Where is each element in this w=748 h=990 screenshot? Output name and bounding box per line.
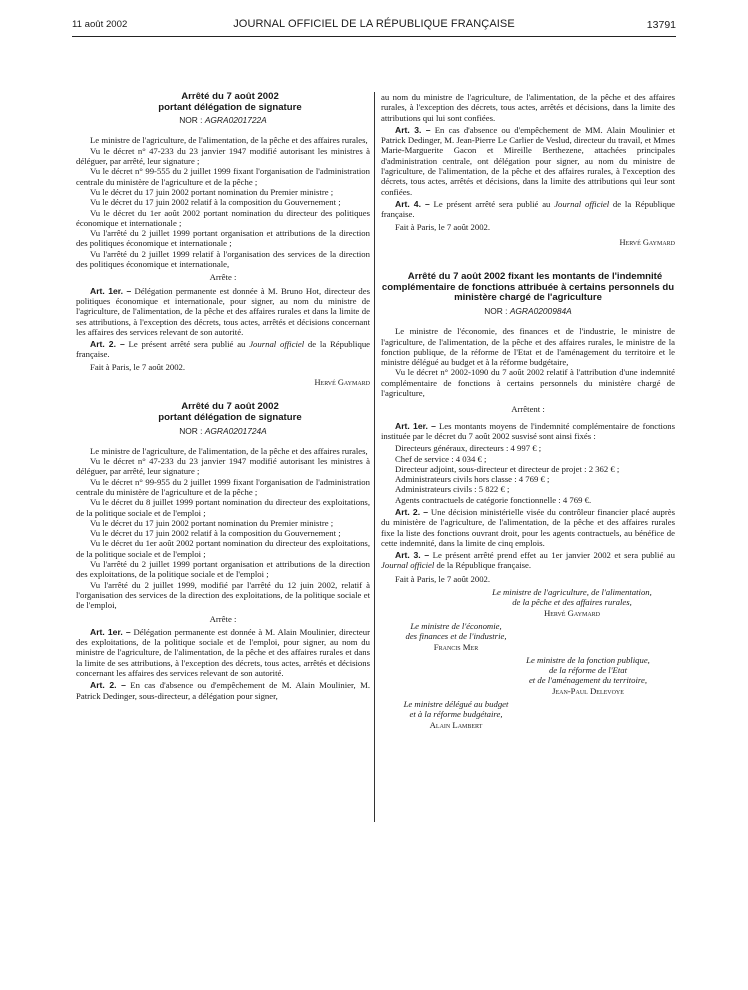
paragraph: Vu le décret n° 99-555 du 2 juillet 1999 fixant l'organisation de l'administration centrale du ministère de l'agriculture et de la pêche ; bbox=[76, 166, 370, 187]
fait-line: Fait à Paris, le 7 août 2002. bbox=[90, 361, 186, 372]
signature: Hervé Gaymard bbox=[314, 378, 370, 388]
decree-1 bbox=[76, 92, 370, 388]
paragraph: au nom du ministre de l'agriculture, de l'alimentation, de la pêche et des affaires rurales, à l'exception des décrets, tous actes, arrêtés et décisions, dans la limite des attributions qui lui sont confiées. bbox=[381, 92, 675, 123]
right-column bbox=[381, 92, 675, 730]
paragraph: Le ministre de l'agriculture, de l'alimentation, de la pêche et des affaires rurales, bbox=[90, 135, 368, 146]
decree-title: Arrêté du 7 août 2002 bbox=[181, 91, 279, 102]
arretent-heading: Arrêtent : bbox=[511, 404, 545, 415]
paragraph: Vu le décret n° 2002-1090 du 7 août 2002 relatif à l'attribution d'une indemnité complémentaire de fonctions à certains personnels du ministère chargé de l'agriculture, bbox=[381, 367, 675, 399]
article: Art. 3. – Le présent arrêté prend effet au 1er janvier 2002 et sera publié au Journal officiel de la République française. bbox=[381, 550, 676, 571]
header-date: 11 août 2002 bbox=[72, 19, 128, 30]
amounts-list bbox=[381, 443, 675, 505]
page-header bbox=[72, 17, 676, 33]
minister-budget-signature: Le ministre délégué au budget et à la réforme budgétaire, Alain Lambert bbox=[403, 699, 509, 730]
article: Art. 1er. – Les montants moyens de l'indemnité complémentaire de fonctions instituée par le décret du 7 août 2002 susvisé sont ainsi fixés : bbox=[381, 420, 676, 441]
paragraph: Vu le décret du 17 juin 2002 relatif à la composition du Gouvernement ; bbox=[90, 197, 341, 208]
paragraph: Vu l'arrêté du 2 juillet 1999 portant organisation et attributions de la direction des exploitations, de la politique sociale et de l'emploi ; bbox=[76, 559, 370, 580]
paragraph: Vu le décret du 8 juillet 1999 portant nomination du directeur des exploitations, de la politique sociale et de l'emploi ; bbox=[76, 497, 370, 518]
list-item: Directeurs généraux, directeurs : 4 997 € ; bbox=[395, 443, 542, 454]
minister-agriculture-signature: Le ministre de l'agriculture, de l'alimentation, de la pêche et des affaires rurales, Hervé Gaymard bbox=[492, 587, 652, 618]
header-rule bbox=[72, 36, 676, 37]
paragraph: Vu le décret du 17 juin 2002 portant nomination du Premier ministre ; bbox=[90, 517, 334, 528]
minister-public-service-signature: Le ministre de la fonction publique, de la réforme de l'Etat et de l'aménagement du territoire, Jean-Paul Delevoye bbox=[526, 654, 650, 696]
paragraph: Vu le décret n° 47-233 du 23 janvier 1947 modifié autorisant les ministres à déléguer, par arrêté, leur signature ; bbox=[76, 456, 370, 477]
list-item: Directeur adjoint, sous-directeur et directeur de projet : 2 362 € ; bbox=[395, 463, 620, 474]
paragraph: Le ministre de l'agriculture, de l'alimentation, de la pêche et des affaires rurales, bbox=[90, 445, 368, 456]
decree-title: Arrêté du 7 août 2002 bbox=[181, 401, 279, 413]
fait-line: Fait à Paris, le 7 août 2002. bbox=[395, 221, 491, 232]
column-divider bbox=[374, 92, 375, 822]
article: Art. 3. – En cas d'absence ou d'empêchement de MM. Alain Moulinier et Patrick Dedinger, M. Jean-Pierre Le Carlier de Veslud, directeur du travail, et Mmes Marie-Marguerite Gacon et Mireille Berthezene, attachées principales d'administration centrale, ont délégation pour signer, au nom du ministre de l'agriculture, de l'alimentation, de la pêche et des affaires rurales, à l'exception des décrets, tous actes, arrêtés et décisions, dans la limite des attributions qui leur sont confiées. bbox=[381, 124, 676, 197]
nor-reference: NOR : AGRA0201724A bbox=[179, 425, 267, 436]
decree-subtitle: portant délégation de signature bbox=[158, 411, 302, 423]
paragraph: Vu l'arrêté du 2 juillet 1999, modifié par l'arrêté du 12 juin 2002, relatif à l'organisation des services de la direction des exploitations, de la politique sociale et de l'emploi, bbox=[76, 579, 370, 611]
page-number: 13791 bbox=[646, 19, 676, 31]
article: Art. 4. – Le présent arrêté sera publié au Journal officiel de la République française. bbox=[381, 198, 676, 220]
article: Art. 1er. – Délégation permanente est donnée à M. Alain Moulinier, directeur des exploitations, de la politique sociale et de l'emploi, pour signer, au nom du ministre de l'agriculture, de l'alimentation, de la pêche et des affaires rurales et dans la limite de ses attributions, à l'exception des décrets, tous actes, arrêtés et décisions concernant les affaires des services relevant de son autorité. bbox=[76, 626, 370, 679]
left-column bbox=[76, 92, 370, 701]
nor-reference: NOR : AGRA0201722A bbox=[179, 115, 267, 126]
decree-title: Arrêté du 7 août 2002 fixant les montants de l'indemnité complémentaire de fonctions attribuée à certains personnels du ministère chargé de l'agriculture bbox=[381, 271, 675, 304]
article: Art. 2. – Le présent arrêté sera publié au Journal officiel de la République française. bbox=[76, 339, 371, 360]
article: Art. 1er. – Délégation permanente est donnée à M. Bruno Hot, directeur des politiques économique et internationale, pour signer, au nom du ministre de l'agriculture, de l'alimentation, de la pêche et des affaires rurales et dans la limite de ses attributions, à l'exception des décrets, tous actes, arrêtés et décisions concernant les affaires des services relevant de son autorité. bbox=[76, 285, 371, 337]
nor-reference: NOR : AGRA0200984A bbox=[484, 305, 572, 316]
list-item: Chef de service : 4 034 € ; bbox=[395, 453, 487, 464]
paragraph: Le ministre de l'économie, des finances et de l'industrie, le ministre de l'agriculture, de l'alimentation, de la pêche et des affaires rurales, le ministre de la fonction publique, de la réforme de l'Etat et de l'aménagement du territoire et le ministre délégué au budget et à la réforme budgétaire, bbox=[381, 326, 675, 368]
paragraph: Vu l'arrêté du 2 juillet 1999 portant organisation et attributions de la direction des politiques économique et internationale ; bbox=[76, 228, 370, 249]
arrete-heading: Arrête : bbox=[209, 272, 237, 283]
paragraph: Vu le décret du 17 juin 2002 portant nomination du Premier ministre ; bbox=[90, 186, 334, 197]
list-item: Administrateurs civils hors classe : 4 769 € ; bbox=[395, 474, 550, 485]
list-item: Agents contractuels de catégorie fonctionnelle : 4 769 €. bbox=[395, 494, 592, 505]
fait-line: Fait à Paris, le 7 août 2002. bbox=[395, 573, 491, 584]
paragraph: Vu le décret du 1er août 2002 portant nomination du directeur des exploitations, de la politique sociale et de l'emploi ; bbox=[76, 538, 370, 559]
paragraph: Vu le décret n° 99-955 du 2 juillet 1999 fixant l'organisation de l'administration centrale du ministère de l'agriculture et de la pêche ; bbox=[76, 476, 370, 497]
paragraph: Vu le décret du 17 juin 2002 relatif à la composition du Gouvernement ; bbox=[90, 528, 341, 539]
decree-subtitle: portant délégation de signature bbox=[158, 101, 302, 113]
paragraph: Vu l'arrêté du 2 juillet 1999 relatif à l'organisation des services de la direction des politiques économique et internationale, bbox=[76, 248, 370, 270]
minister-economy-signature: Le ministre de l'économie, des finances et de l'industrie, Francis Mer bbox=[405, 620, 507, 652]
signature: Hervé Gaymard bbox=[619, 237, 675, 247]
article: Art. 2. – En cas d'absence ou d'empêchement de M. Alain Moulinier, M. Patrick Dedinger, sous-directeur, a délégation pour signer, bbox=[76, 680, 370, 701]
paragraph: Vu le décret n° 47-233 du 23 janvier 1947 modifié autorisant les ministres à déléguer, par arrêté, leur signature ; bbox=[76, 145, 370, 167]
list-item: Administrateurs civils : 5 822 € ; bbox=[395, 484, 510, 495]
decree-3 bbox=[381, 272, 675, 730]
decree-2 bbox=[76, 402, 370, 701]
arrete-heading: Arrête : bbox=[209, 613, 237, 624]
article: Art. 2. – Une décision ministérielle visée du contrôleur financier placé auprès du ministère de l'agriculture, de l'alimentation, de la pêche et des affaires rurales fixe la liste des fonctions ouvrant droit, pour les agents contractuels, au bénéfice de cette indemnité, dans la limite de cinq emplois. bbox=[381, 506, 675, 548]
journal-title: JOURNAL OFFICIEL DE LA RÉPUBLIQUE FRANÇAISE bbox=[233, 18, 515, 30]
paragraph: Vu le décret du 1er août 2002 portant nomination du directeur des politiques économique et internationale ; bbox=[76, 207, 370, 228]
